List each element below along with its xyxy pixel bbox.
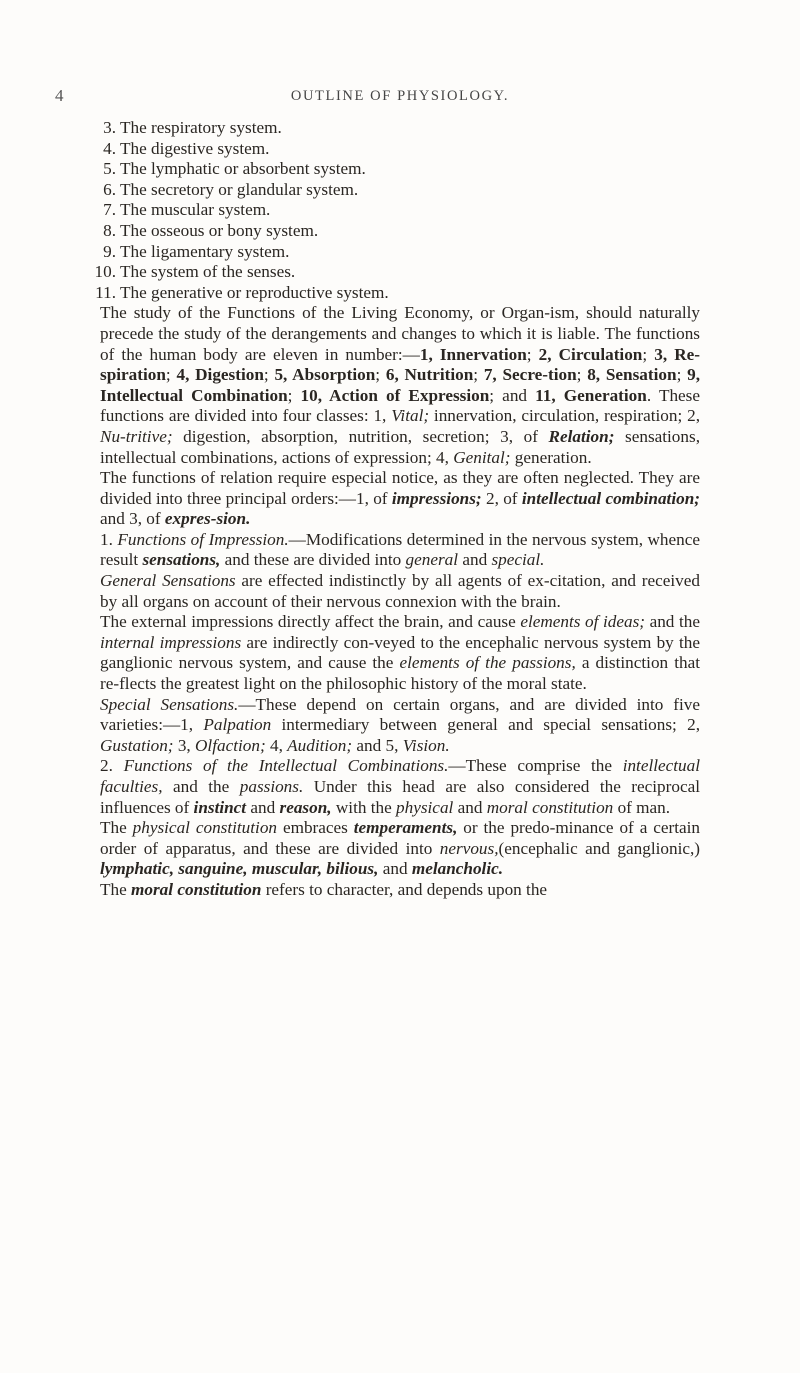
list-item	[100, 200, 700, 221]
text-run: ; and	[489, 385, 536, 405]
list-item-text: The muscular system.	[120, 200, 271, 220]
list-item-number: 6.	[103, 179, 116, 199]
function-name: 5, Absorption	[274, 365, 376, 385]
text-run: ;	[676, 365, 688, 385]
emphasis: Palpation	[203, 715, 272, 735]
text-run: and	[378, 859, 412, 879]
text-run: 4,	[265, 735, 288, 755]
text-run: ;	[642, 344, 655, 364]
list-item-text: The generative or reproductive system.	[120, 282, 389, 302]
function-name: 2, Circulation	[538, 344, 643, 364]
text-run: and	[246, 797, 280, 817]
text-run: and 3, of	[100, 509, 165, 529]
text-run: . These functions are divided into four classes: 1,	[100, 385, 700, 426]
class-name: Vital;	[391, 406, 430, 426]
section-heading: Functions of Impression.	[117, 529, 289, 549]
emphasis: Gustation;	[100, 735, 174, 755]
function-name: 7, Secre-tion	[483, 365, 577, 385]
text-run: Under this head are also considered the reciprocal influences of	[100, 777, 700, 817]
paragraph-intellectual-combinations	[100, 756, 700, 818]
text-run: ;	[526, 344, 539, 364]
emphasis: intellectual combination;	[521, 488, 700, 508]
text-run: embraces	[277, 818, 354, 838]
list-item-text: The respiratory system.	[120, 118, 282, 137]
function-name: 1, Innervation	[419, 344, 527, 364]
systems-list	[94, 118, 700, 303]
function-name: 3, Re-spiration	[100, 344, 701, 385]
text-run: The	[100, 879, 132, 899]
text-run: —These depend on certain organs, and are divided into five varieties:—1,	[100, 694, 700, 735]
paragraph-functions-overview	[100, 303, 700, 468]
list-item-text: The osseous or bony system.	[120, 220, 319, 240]
page-body	[94, 118, 701, 901]
text-run: The	[100, 818, 133, 838]
emphasis: impressions;	[391, 488, 482, 508]
emphasis: expres-sion.	[164, 509, 251, 529]
list-item-text: The system of the senses.	[120, 262, 296, 282]
section-heading: Special Sensations.	[100, 694, 239, 714]
list-item	[95, 282, 700, 304]
emphasis: special.	[491, 550, 545, 570]
function-name: 4, Digestion	[176, 365, 264, 385]
emphasis: moral constitution	[486, 797, 614, 817]
emphasis: passions.	[239, 777, 304, 796]
list-item	[100, 139, 700, 160]
text-run: and	[458, 550, 492, 570]
function-name: 8, Sensation	[587, 365, 677, 385]
text-run: ;	[165, 365, 177, 385]
emphasis: elements of the passions,	[399, 653, 576, 673]
paragraph-functions-of-impression	[100, 530, 700, 571]
text-run: ;	[375, 365, 386, 385]
text-run: digestion, absorption, nutrition, secretion; 3, of	[172, 426, 549, 446]
text-run: are effected indistinctly by all agents of ex-citation, and received by all organs on account of their nervous connexion with the brain.	[100, 571, 700, 611]
emphasis: general	[405, 550, 459, 570]
text-run: intermediary between general and special sensations; 2,	[271, 715, 700, 735]
text-run: or the predo-minance of a certain order of apparatus, and these are divided into	[100, 818, 700, 858]
text-run: ;	[263, 365, 275, 385]
list-item-number: 10.	[94, 262, 116, 282]
list-item	[100, 242, 700, 263]
list-item-text: The ligamentary system.	[120, 241, 290, 261]
emphasis: sensations,	[142, 550, 221, 570]
list-item-number: 11.	[95, 282, 116, 302]
text-run: sensations, intellectual combinations, actions of expression; 4,	[100, 426, 700, 467]
paragraph-special-sensations	[100, 695, 700, 757]
emphasis: Audition;	[287, 735, 353, 755]
paragraph-physical-constitution	[100, 818, 700, 880]
text-run: 1.	[100, 529, 118, 549]
list-item-number: 4.	[103, 138, 116, 158]
list-item	[94, 262, 700, 283]
emphasis: lymphatic, sanguine, muscular, bilious,	[100, 859, 379, 879]
text-run: The study of the Functions of the Living Economy, or Organ-ism, should naturally precede the study of the derangements and changes to which it is liable. The functions of the human body are eleven in number:—	[100, 303, 700, 364]
text-run: and 5,	[352, 735, 403, 755]
paragraph-moral-constitution	[100, 880, 700, 901]
text-run: of man.	[613, 797, 671, 817]
text-run: innervation, circulation, respiration; 2,	[429, 406, 700, 426]
list-item-text: The secretory or glandular system.	[120, 179, 359, 199]
list-item	[100, 221, 700, 242]
function-name: 10, Action of Expression	[300, 385, 490, 405]
function-name: 11, Generation	[535, 385, 647, 405]
emphasis: internal impressions	[100, 632, 242, 652]
list-item-number: 5.	[103, 159, 116, 179]
text-run: and these are divided into	[220, 550, 406, 570]
text-run: ;	[287, 385, 301, 405]
list-item	[100, 159, 700, 180]
text-run: and	[453, 797, 487, 817]
emphasis: intellectual faculties,	[100, 756, 701, 796]
paragraph-functions-of-relation	[100, 468, 700, 530]
running-title: OUTLINE OF PHYSIOLOGY.	[290, 88, 510, 104]
class-name: Relation;	[548, 426, 615, 446]
list-item-text: The digestive system.	[120, 138, 270, 158]
function-name: 6, Nutrition	[385, 365, 474, 385]
emphasis: melancholic.	[411, 859, 504, 879]
text-run: 2, of	[481, 488, 522, 508]
list-item	[100, 118, 700, 139]
page-number: 4	[55, 86, 64, 105]
text-run: refers to character, and depends upon the	[261, 879, 548, 899]
class-name: Nu-tritive;	[100, 426, 173, 446]
emphasis: physical constitution	[132, 818, 278, 838]
text-run: with the	[331, 797, 397, 817]
emphasis: nervous,	[439, 838, 499, 858]
text-run: ;	[473, 365, 484, 385]
text-run: are indirectly con-veyed to the encephalic nervous system by the ganglionic nervous system, and cause the	[100, 632, 700, 673]
emphasis: reason,	[279, 797, 332, 817]
text-run: —These comprise the	[448, 756, 623, 776]
text-run: 2.	[100, 756, 124, 776]
list-item-number: 3.	[103, 118, 116, 137]
emphasis: Olfaction;	[195, 735, 266, 755]
text-run: 3,	[173, 735, 196, 755]
text-run: and the	[162, 777, 240, 796]
list-item	[100, 180, 700, 201]
list-item-number: 8.	[103, 220, 116, 240]
emphasis: physical	[396, 797, 454, 817]
emphasis: Vision.	[402, 735, 450, 755]
class-name: Genital;	[453, 447, 511, 467]
function-name: 9, Intellectual Combination	[100, 365, 701, 405]
text-run: The external impressions directly affect the brain, and cause	[100, 612, 521, 632]
emphasis: instinct	[193, 797, 247, 817]
text-run: and the	[645, 612, 700, 632]
emphasis: temperaments,	[353, 818, 458, 838]
paragraph-external-impressions	[100, 612, 700, 694]
section-heading: General Sensations	[100, 571, 236, 591]
text-run: ;	[576, 365, 588, 385]
list-item-number: 9.	[103, 241, 116, 261]
list-item-number: 7.	[103, 200, 116, 220]
paragraph-general-sensations	[100, 571, 700, 612]
text-run: (encephalic and ganglionic,)	[498, 838, 700, 858]
emphasis: moral constitution	[131, 879, 262, 899]
text-run: The functions of relation require especial notice, as they are often neglected. They are divided into three principal orders:—1, of	[100, 468, 700, 508]
emphasis: elements of ideas;	[520, 612, 645, 632]
text-run: —Modifications determined in the nervous system, whence result	[100, 529, 700, 570]
text-run: generation.	[510, 447, 592, 467]
list-item-text: The lymphatic or absorbent system.	[120, 159, 366, 179]
text-run: a distinction that re-flects the greatest light on the philosophic history of the moral state.	[100, 653, 700, 694]
section-heading: Functions of the Intellectual Combinations.	[123, 756, 449, 776]
